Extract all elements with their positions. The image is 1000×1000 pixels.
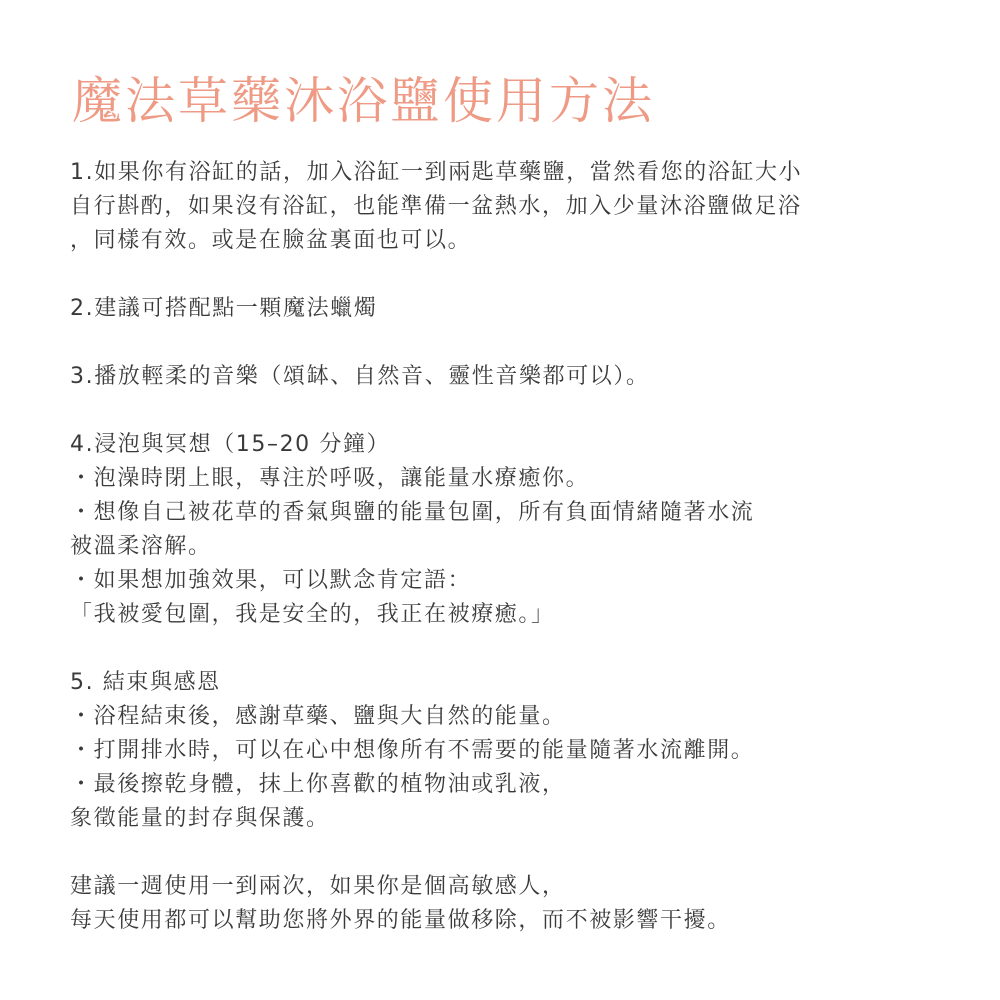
page-title: 魔法草藥沐浴鹽使用方法 [72,72,655,130]
paragraph-line: 建議一週使用一到兩次，如果你是個高敏感人， [70,874,566,899]
bullet-item: ・泡澡時閉上眼，專注於呼吸，讓能量水療癒你。 [70,466,590,491]
instructions-body [70,156,950,938]
bullet-item: ・打開排水時，可以在心中想像所有不需要的能量隨著水流離開。 [70,738,755,763]
section-4 [70,428,950,632]
paragraph-line: 自行斟酌，如果沒有浴缸，也能準備一盆熱水，加入少量沐浴鹽做足浴 [70,194,802,219]
paragraph-line: 3.播放輕柔的音樂（頌缽、自然音、靈性音樂都可以）。 [70,364,650,389]
bullet-item-continued: 被溫柔溶解。 [70,534,212,559]
affirmation-quote: 「我被愛包圍，我是安全的，我正在被療癒。」 [70,602,555,627]
section-heading: 5. 結束與感恩 [70,670,221,695]
closing-note [70,870,950,938]
bullet-item: ・最後擦乾身體，抹上你喜歡的植物油或乳液， [70,772,566,797]
bullet-item: ・如果想加強效果，可以默念肯定語： [70,568,472,593]
section-1 [70,156,950,258]
paragraph-line: 1.如果你有浴缸的話，加入浴缸一到兩匙草藥鹽，當然看您的浴缸大小 [70,160,803,185]
bullet-item-continued: 象徵能量的封存與保護。 [70,806,330,831]
bullet-item: ・浴程結束後，感謝草藥、鹽與大自然的能量。 [70,704,566,729]
section-heading: 4.浸泡與冥想（15–20 分鐘） [70,432,391,457]
section-5 [70,666,950,836]
paragraph-line: 2.建議可搭配點一顆魔法蠟燭 [70,296,378,321]
paragraph-line: 每天使用都可以幫助您將外界的能量做移除，而不被影響干擾。 [70,908,731,933]
section-2 [70,292,950,326]
section-3 [70,360,950,394]
bullet-item: ・想像自己被花草的香氣與鹽的能量包圍，所有負面情緒隨著水流 [70,500,755,525]
paragraph-line: ，同樣有效。或是在臉盆裏面也可以。 [70,228,472,253]
